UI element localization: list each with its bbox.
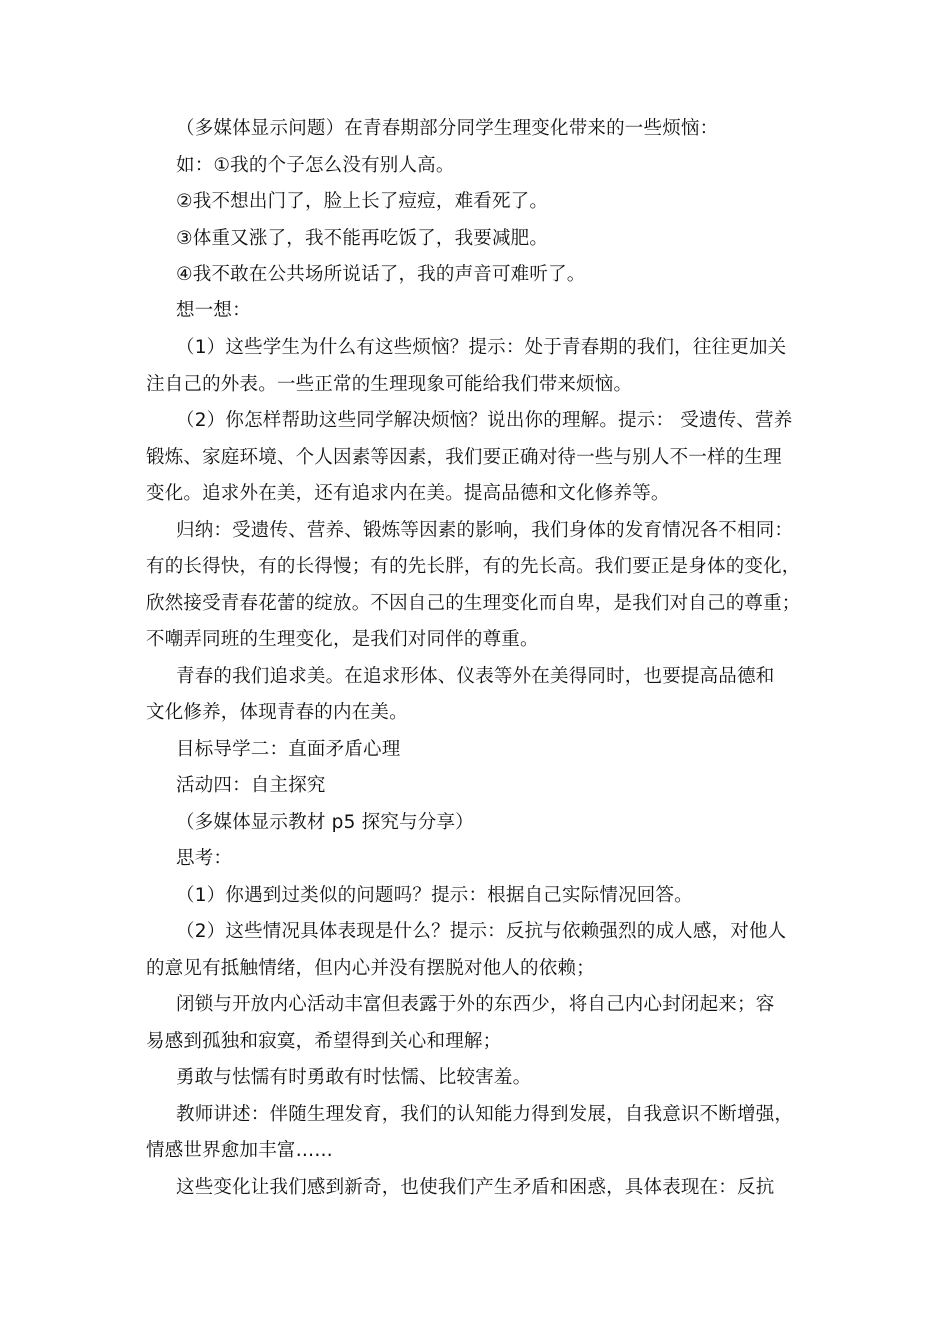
line-9: （2）你怎样帮助这些同学解决烦恼？说出你的理解。提示： 受遗传、营养 bbox=[176, 410, 793, 431]
line-8: 注自己的外表。一些正常的生理现象可能给我们带来烦恼。 bbox=[146, 374, 633, 395]
line-3: ②我不想出门了，脸上长了痘痘，难看死了。 bbox=[176, 191, 549, 212]
line-2: 如：①我的个子怎么没有别人高。 bbox=[176, 155, 455, 176]
line-19: 活动四：自主探究 bbox=[176, 775, 326, 796]
line-20: （多媒体显示教材 p5 探究与分享） bbox=[176, 812, 474, 833]
line-23: （2）这些情况具体表现是什么？提示：反抗与依赖强烈的成人感，对他人 bbox=[176, 921, 787, 942]
line-25: 闭锁与开放内心活动丰富但表露于外的东西少，将自己内心封闭起来；容 bbox=[176, 994, 775, 1015]
line-17: 文化修养，体现青春的内在美。 bbox=[146, 702, 408, 723]
line-10: 锻炼、家庭环境、个人因素等因素，我们要正确对待一些与别人不一样的生理 bbox=[146, 447, 782, 468]
line-29: 情感世界愈加丰富…… bbox=[146, 1140, 334, 1161]
line-1: （多媒体显示问题）在青春期部分同学生理变化带来的一些烦恼： bbox=[176, 118, 719, 139]
line-22: （1）你遇到过类似的问题吗？提示：根据自己实际情况回答。 bbox=[176, 885, 693, 906]
line-4: ③体重又涨了，我不能再吃饭了，我要减肥。 bbox=[176, 228, 549, 249]
line-13: 有的长得快，有的长得慢；有的先长胖，有的先长高。我们要正是身体的变化， bbox=[146, 556, 801, 577]
line-18: 目标导学二：直面矛盾心理 bbox=[176, 739, 401, 760]
line-28: 教师讲述：伴随生理发育，我们的认知能力得到发展，自我意识不断增强， bbox=[176, 1104, 794, 1125]
line-7: （1）这些学生为什么有这些烦恼？提示：处于青春期的我们，往往更加关 bbox=[176, 337, 787, 358]
line-5: ④我不敢在公共场所说话了，我的声音可难听了。 bbox=[176, 264, 586, 285]
line-26: 易感到孤独和寂寞，希望得到关心和理解； bbox=[146, 1031, 502, 1052]
line-6: 想一想： bbox=[176, 300, 251, 321]
line-27: 勇敢与怯懦有时勇敢有时怯懦、比较害羞。 bbox=[176, 1067, 532, 1088]
line-24: 的意见有抵触情绪，但内心并没有摆脱对他人的依赖； bbox=[146, 958, 595, 979]
line-14: 欣然接受青春花蕾的绽放。不因自己的生理变化而自卑，是我们对自己的尊重； bbox=[146, 593, 801, 614]
line-21: 思考： bbox=[176, 848, 233, 869]
line-11: 变化。追求外在美，还有追求内在美。提高品德和文化修养等。 bbox=[146, 483, 670, 504]
line-15: 不嘲弄同班的生理变化，是我们对同伴的尊重。 bbox=[146, 629, 539, 650]
line-16: 青春的我们追求美。在追求形体、仪表等外在美得同时，也要提高品德和 bbox=[176, 666, 775, 687]
line-12: 归纳：受遗传、营养、锻炼等因素的影响，我们身体的发育情况各不相同： bbox=[176, 520, 794, 541]
line-30: 这些变化让我们感到新奇，也使我们产生矛盾和困惑，具体表现在：反抗 bbox=[176, 1177, 775, 1198]
